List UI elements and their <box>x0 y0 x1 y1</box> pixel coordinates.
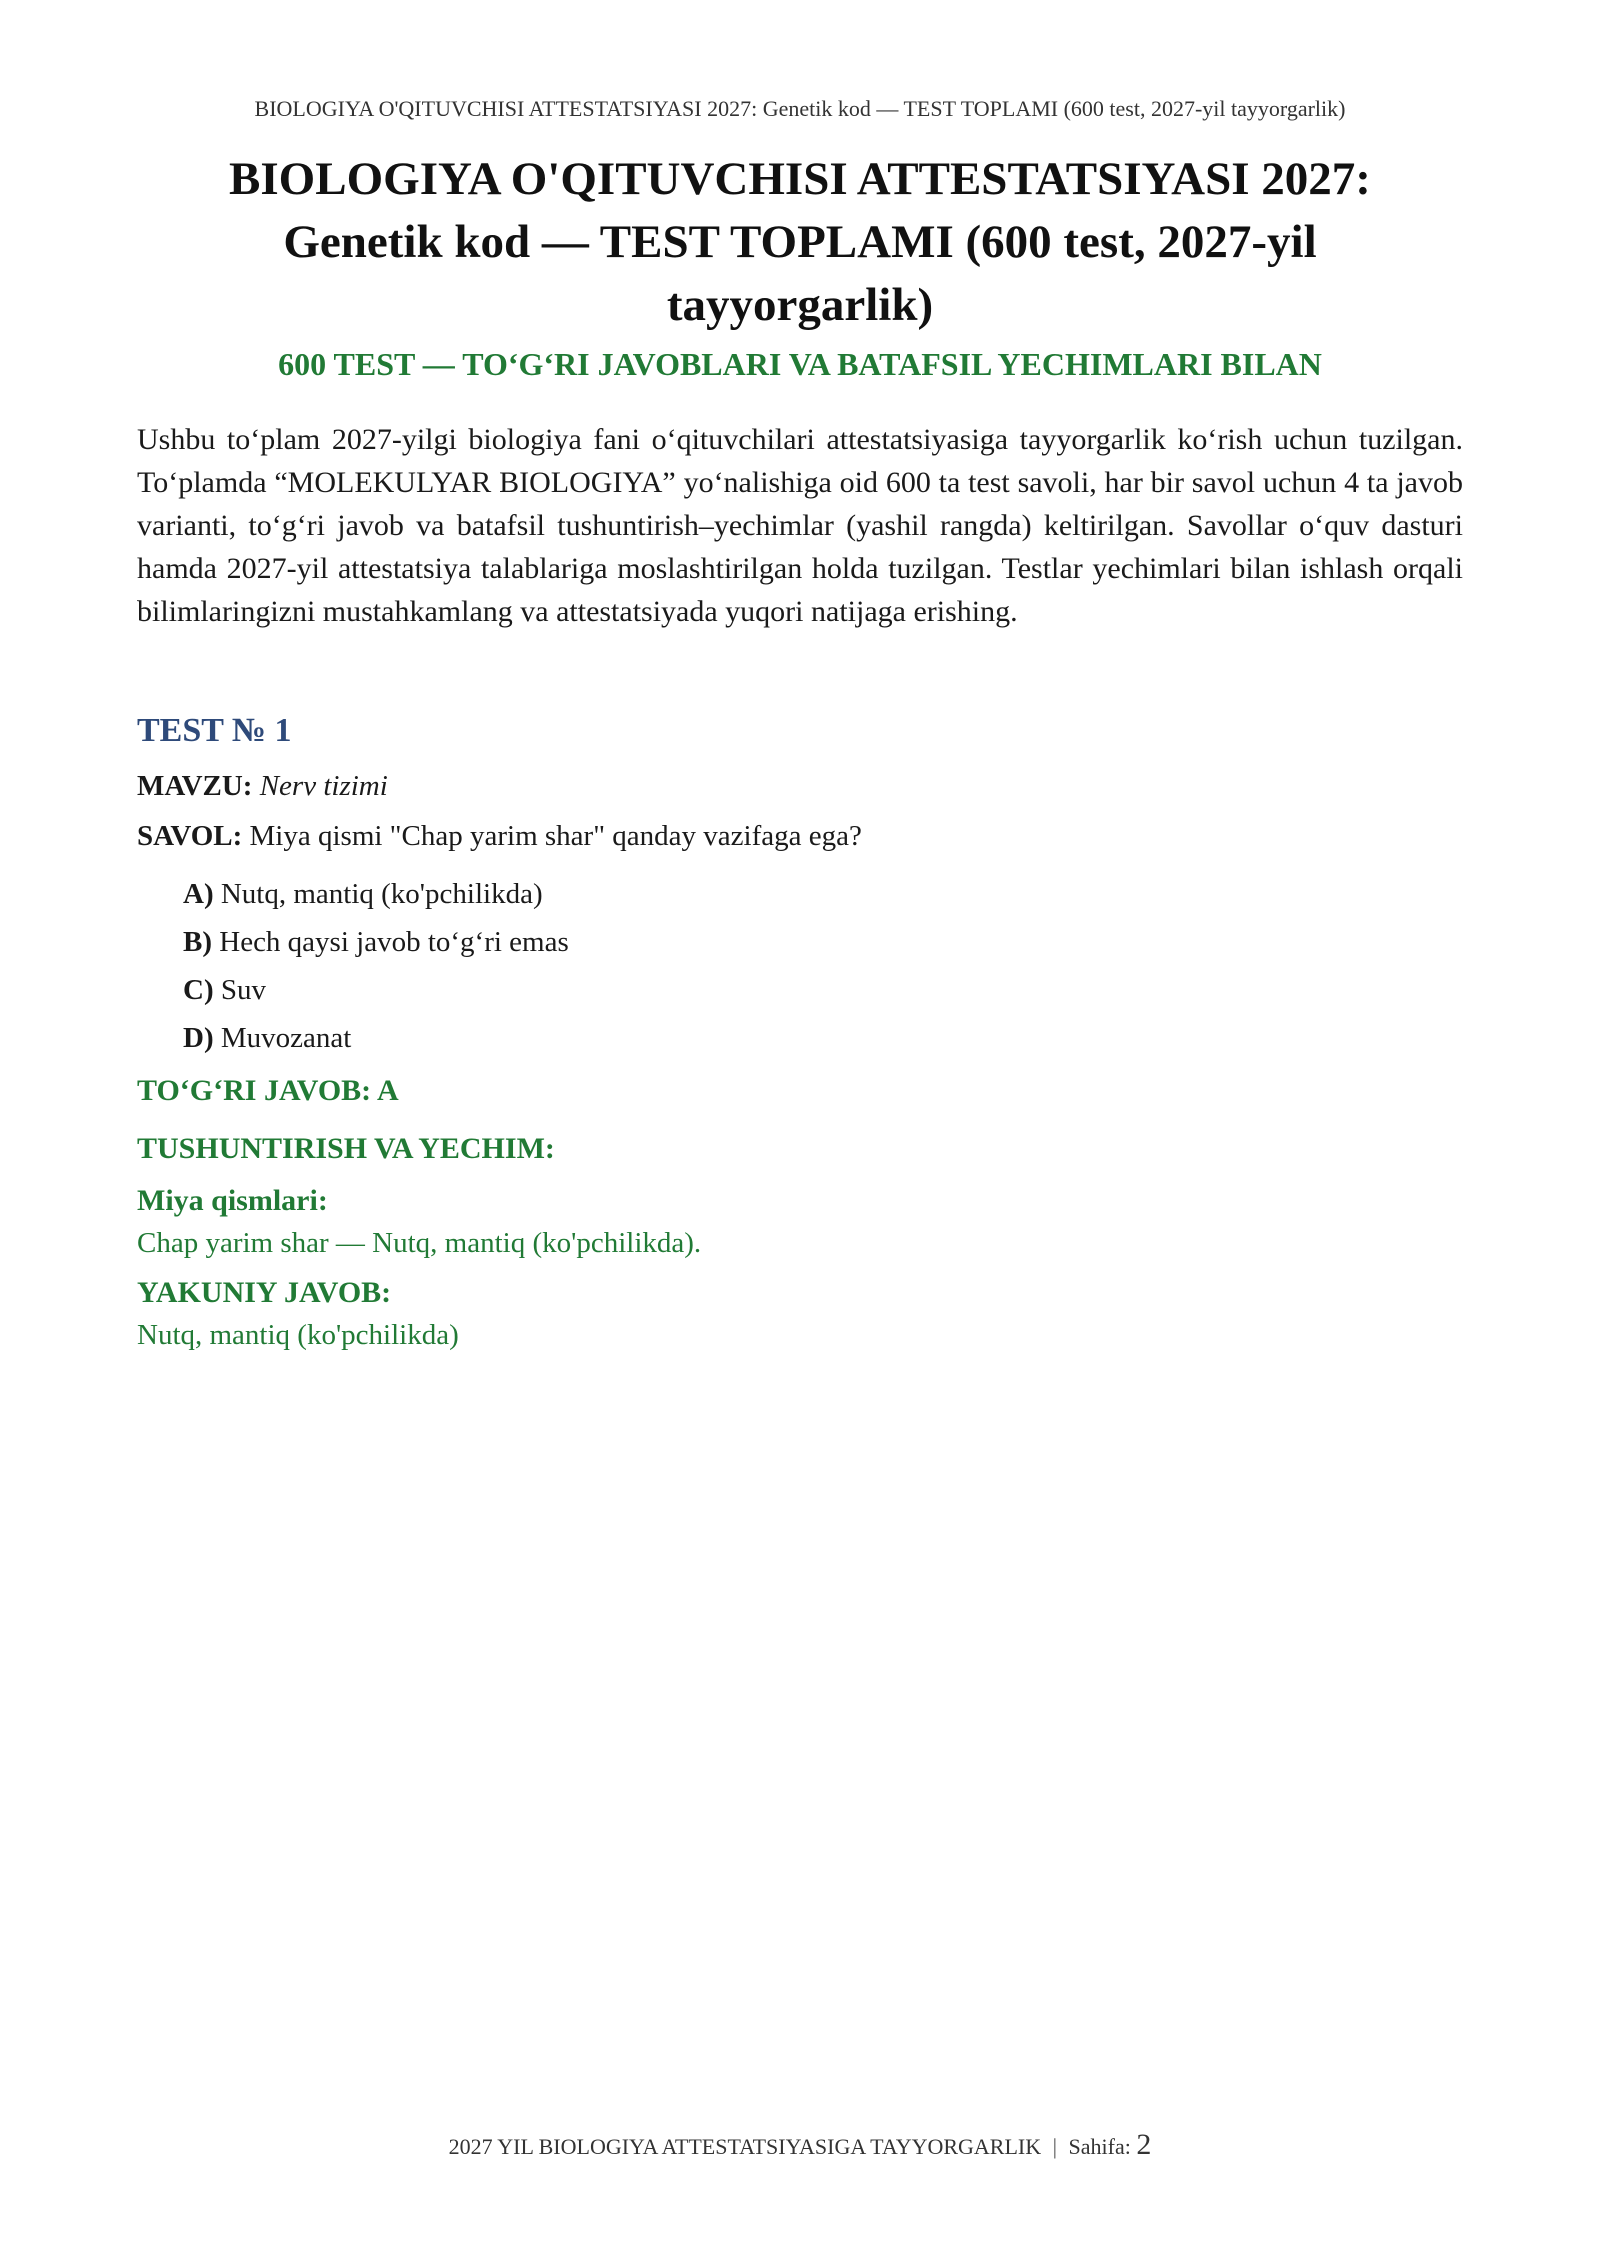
running-header: BIOLOGIYA O'QITUVCHISI ATTESTATSIYASI 2027: Genetik kod — TEST TOPLAMI (600 test, 2027-yil tayyorgarlik) <box>254 96 1346 121</box>
document-subtitle: 600 TEST — TO‘G‘RI JAVOBLARI VA BATAFSIL YECHIMLARI BILAN <box>278 346 1322 382</box>
footer-page-label: Sahifa: <box>1068 2134 1131 2159</box>
option-letter: B) <box>183 926 212 958</box>
section-heading: Miya qismlari: <box>137 1184 328 1217</box>
option-a <box>183 870 1463 918</box>
option-c <box>183 966 1463 1014</box>
document-title <box>160 148 1440 337</box>
final-answer-text: Nutq, mantiq (ko'pchilikda) <box>137 1319 459 1351</box>
test-number: TEST № 1 <box>137 712 292 749</box>
option-text: Suv <box>220 974 266 1006</box>
explanation-heading: TUSHUNTIRISH VA YECHIM: <box>137 1132 555 1165</box>
question-text: Miya qismi "Chap yarim shar" qanday vazifaga ega? <box>249 820 862 852</box>
question-label: SAVOL: <box>137 820 243 852</box>
option-d <box>183 1014 1463 1062</box>
answer-options <box>183 870 1463 1062</box>
option-text: Hech qaysi javob to‘g‘ri emas <box>219 926 569 958</box>
title-line-1: BIOLOGIYA O'QITUVCHISI ATTESTATSIYASI 2027: <box>229 153 1371 205</box>
intro-paragraph: Ushbu to‘plam 2027-yilgi biologiya fani o‘qituvchilari attestatsiyasiga tayyorgarlik ko‘rish uchun tuzilgan. To‘plamda “MOLEKULYAR BIOLOGIYA” yo‘nalishiga oid 600 ta test savoli, har bir savol uchun 4 ta javob varianti, to‘g‘ri javob va batafsil tushuntirish–yechimlar (yashil rangda) keltirilgan. Savollar o‘quv dasturi hamda 2027-yil attestatsiya talablariga moslashtirilgan holda tuzilgan. Testlar yechimlari bilan ishlash orqali bilimlaringizni mustahkamlang va attestatsiyada yuqori natijaga erishing. <box>137 423 1463 628</box>
running-footer <box>0 2128 1600 2162</box>
option-text: Nutq, mantiq (ko'pchilikda) <box>220 878 543 910</box>
test-item <box>137 710 1463 1356</box>
option-text: Muvozanat <box>220 1022 352 1054</box>
option-letter: D) <box>183 1022 214 1054</box>
final-answer-heading: YAKUNIY JAVOB: <box>137 1276 392 1309</box>
footer-text: 2027 YIL BIOLOGIYA ATTESTATSIYASIGA TAYYORGARLIK <box>448 2134 1042 2159</box>
option-b <box>183 918 1463 966</box>
option-letter: A) <box>183 878 214 910</box>
topic-label: MAVZU: <box>137 770 253 802</box>
correct-answer: TO‘G‘RI JAVOB: A <box>137 1074 399 1107</box>
title-line-2: Genetik kod — TEST TOPLAMI (600 test, 2027-yil <box>283 216 1317 268</box>
topic-line <box>137 766 1463 806</box>
title-line-3: tayyorgarlik) <box>666 279 934 331</box>
topic-value: Nerv tizimi <box>259 770 388 802</box>
footer-separator: | <box>1052 2134 1058 2159</box>
section-text: Chap yarim shar — Nutq, mantiq (ko'pchilikda). <box>137 1227 702 1259</box>
question-line <box>137 816 1463 856</box>
option-letter: C) <box>183 974 214 1006</box>
page-number: 2 <box>1136 2128 1152 2161</box>
